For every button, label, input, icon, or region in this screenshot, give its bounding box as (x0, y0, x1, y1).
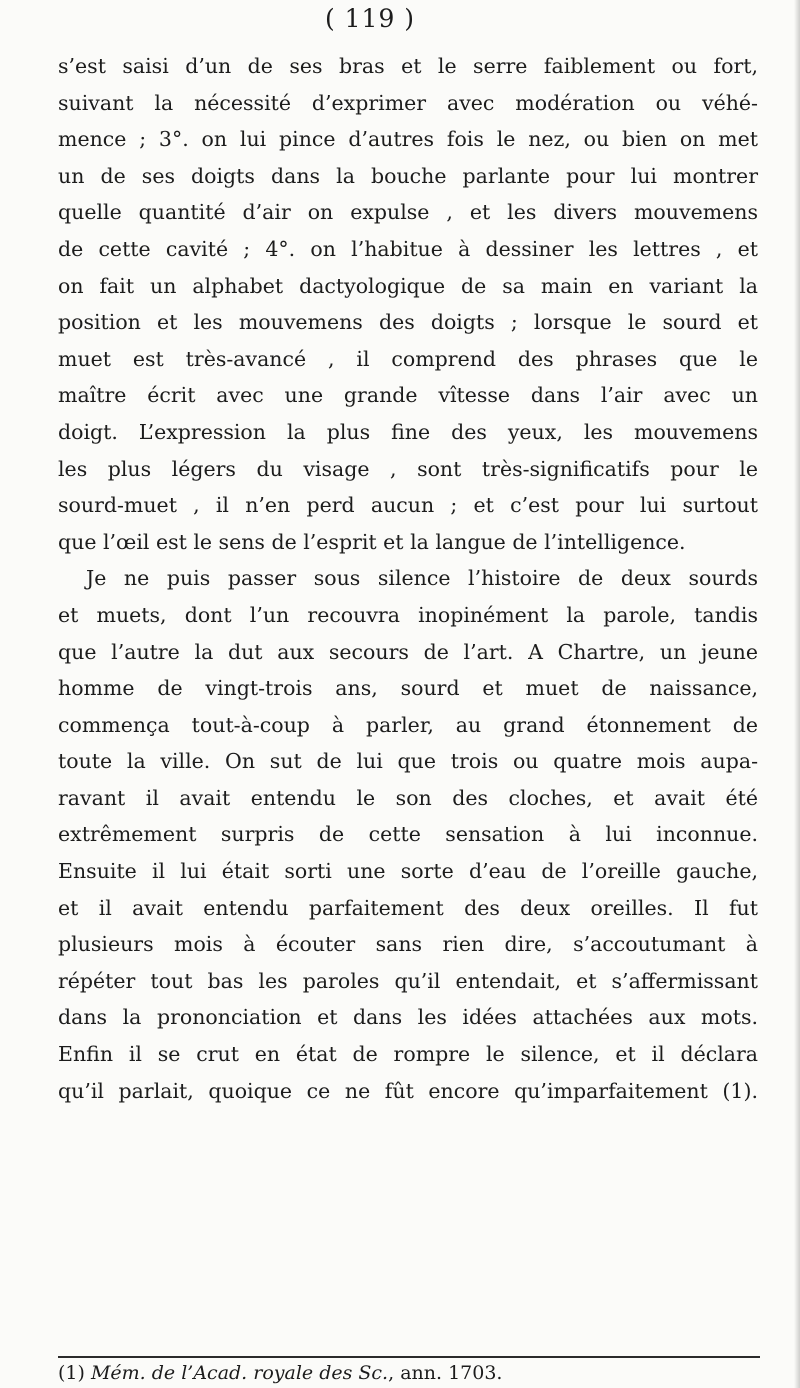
paragraph-start-line: Je ne puis passer sous silence l’histoire de deux sourds (86, 566, 758, 591)
text-line: commença tout-à-coup à parler, au grand étonnement de (58, 712, 758, 737)
text-line: un de ses doigts dans la bouche parlante pour lui montrer (58, 163, 758, 188)
text-line: toute la ville. On sut de lui que trois ou quatre mois aupa- (58, 749, 758, 774)
page-edge-shadow (794, 0, 800, 1388)
text-line: dans la prononciation et dans les idées attachées aux mots. (58, 1005, 758, 1030)
page-number: ( 119 ) (324, 4, 416, 33)
text-line: on fait un alphabet dactyologique de sa main en variant la (58, 273, 758, 298)
text-line: plusieurs mois à écouter sans rien dire, s’accoutumant à (58, 932, 758, 957)
footnote-reference: Mém. de l’Acad. royale des Sc. (90, 1362, 389, 1384)
text-line: les plus légers du visage , sont très-significatifs pour le (58, 456, 758, 481)
text-line: que l’autre la dut aux secours de l’art. A Chartre, un jeune (58, 639, 758, 664)
text-line: muet est très-avancé , il comprend des phrases que le (58, 346, 758, 371)
text-line: de cette cavité ; 4°. on l’habitue à dessiner les lettres , et (58, 236, 758, 261)
text-line: maître écrit avec une grande vîtesse dans l’air avec un (58, 383, 758, 408)
text-line: ravant il avait entendu le son des cloches, et avait été (58, 785, 758, 810)
text-line: que l’œil est le sens de l’esprit et la langue de l’intelligence. (58, 529, 686, 554)
footnote-year: , ann. 1703. (388, 1362, 503, 1384)
text-line: Ensuite il lui était sorti une sorte d’eau de l’oreille gauche, (58, 859, 758, 884)
text-line: qu’il parlait, quoique ce ne fût encore qu’imparfaitement (1). (58, 1078, 758, 1103)
footnote (58, 1360, 760, 1386)
text-line: suivant la nécessité d’exprimer avec modération ou véhé- (58, 90, 758, 115)
text-line: Enfin il se crut en état de rompre le silence, et il déclara (58, 1042, 758, 1067)
text-line: homme de vingt-trois ans, sourd et muet de naissance, (58, 676, 758, 701)
text-line: mence ; 3°. on lui pince d’autres fois le nez, ou bien on met (58, 127, 758, 152)
body-text (58, 48, 758, 1109)
text-line: extrêmement surpris de cette sensation à lui inconnue. (58, 822, 758, 847)
text-line: sourd-muet , il n’en perd aucun ; et c’est pour lui surtout (58, 493, 758, 518)
text-line: position et les mouvemens des doigts ; lorsque le sourd et (58, 310, 758, 335)
text-line: répéter tout bas les paroles qu’il entendait, et s’affermissant (58, 968, 758, 993)
footnote-rule (58, 1356, 760, 1358)
text-line: s’est saisi d’un de ses bras et le serre faiblement ou fort, (58, 54, 758, 78)
text-line: et il avait entendu parfaitement des deux oreilles. Il fut (58, 895, 758, 920)
text-line: et muets, dont l’un recouvra inopinément la parole, tandis (58, 602, 758, 627)
footnote-marker: (1) (58, 1362, 85, 1384)
text-line: quelle quantité d’air on expulse , et les divers mouvemens (58, 200, 758, 225)
text-line: doigt. L’expression la plus fine des yeux, les mouvemens (58, 419, 758, 444)
